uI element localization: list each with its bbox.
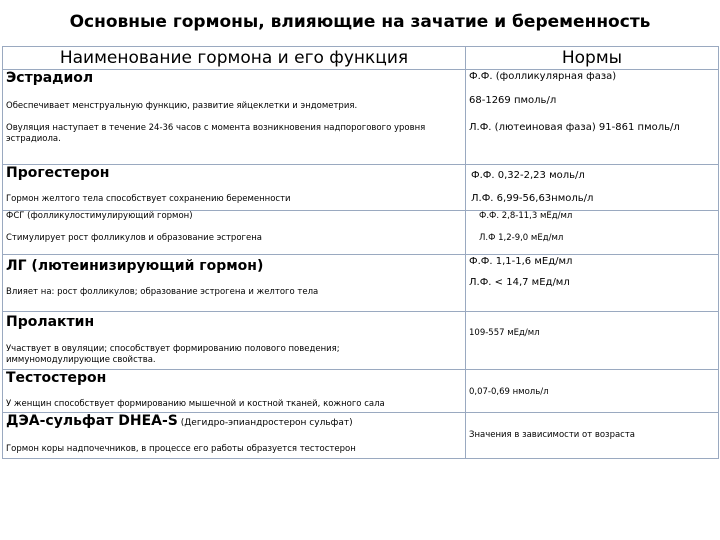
hormone-name: Тестостерон <box>6 370 107 386</box>
hormone-description: Гормон коры надпочечников, в процессе его работы образуется тестостерон <box>6 444 356 454</box>
norm-cell <box>466 370 719 413</box>
hormone-name: ФСГ (фолликулостимулирующий гормон) <box>6 211 193 221</box>
table-row <box>3 370 719 413</box>
hormone-name-main: ДЭА-сульфат DHEA-S <box>6 413 178 429</box>
norm-cell <box>466 211 719 255</box>
hormone-name: Пролактин <box>6 314 95 330</box>
norm-value: Значения в зависимости от возраста <box>469 430 636 440</box>
hormone-name: Прогестерон <box>6 165 110 181</box>
hormone-description: Стимулирует рост фолликулов и образование эстрогена <box>6 233 262 243</box>
header-hormone: Наименование гормона и его функция <box>3 47 466 70</box>
norm-cell <box>466 255 719 312</box>
norm-value: 68-1269 пмоль/л <box>469 95 557 106</box>
norm-value: 109-557 мЕд/мл <box>469 328 540 338</box>
hormone-cell <box>3 165 466 211</box>
hormone-name-sub: (Дегидро-эпиандростерон сульфат) <box>177 418 353 428</box>
hormone-cell <box>3 255 466 312</box>
hormone-cell <box>3 312 466 370</box>
hormones-table <box>2 46 719 459</box>
page-title: Основные гормоны, влияющие на зачатие и беременность <box>69 12 651 32</box>
hormone-cell <box>3 211 466 255</box>
hormone-description: Влияет на: рост фолликулов; образование эстрогена и желтого тела <box>6 287 319 297</box>
hormone-cell <box>3 370 466 413</box>
norm-cell <box>466 165 719 211</box>
hormone-name: Эстрадиол <box>6 70 94 86</box>
norm-cell <box>466 312 719 370</box>
norm-value: Л.Ф 1,2-9,0 мЕд/мл <box>479 233 564 243</box>
hormone-description: Участвует в овуляции; способствует формированию полового поведения; иммуномодулирующие свойства. <box>6 344 340 365</box>
hormone-name: ЛГ (лютеинизирующий гормон) <box>6 258 264 274</box>
norm-cell <box>466 70 719 165</box>
norm-cell <box>466 413 719 459</box>
hormone-description: Овуляция наступает в течение 24-36 часов с момента возникновения надпорогового уровня эстрадиола. <box>6 123 426 144</box>
table-row <box>3 413 719 459</box>
norm-value: Ф.Ф. 1,1-1,6 мЕд/мл <box>469 256 573 267</box>
norm-value: Ф.Ф. 0,32-2,23 моль/л <box>471 170 585 181</box>
norm-value: Л.Ф. < 14,7 мЕд/мл <box>469 277 570 288</box>
header-norms: Нормы <box>466 47 719 70</box>
hormone-description: Обеспечивает менструальную функцию, развитие яйцеклетки и эндометрия. <box>6 101 358 111</box>
table-row <box>3 165 719 211</box>
hormone-description: У женщин способствует формированию мышечной и костной тканей, кожного сала <box>6 399 385 409</box>
norm-value: Л.Ф. (лютеиновая фаза) 91-861 пмоль/л <box>469 122 680 133</box>
hormone-name <box>6 413 462 432</box>
table-row <box>3 211 719 255</box>
table-row <box>3 70 719 165</box>
hormone-cell <box>3 70 466 165</box>
hormone-description: Гормон желтого тела способствует сохранению беременности <box>6 194 291 204</box>
table-header-row <box>3 47 719 70</box>
norm-value: Л.Ф. 6,99-56,63нмоль/л <box>471 193 594 204</box>
table-row <box>3 312 719 370</box>
table-row <box>3 255 719 312</box>
hormone-cell <box>3 413 466 459</box>
norm-value: 0,07-0,69 нмоль/л <box>469 387 549 397</box>
norm-value: Ф.Ф. (фолликулярная фаза) <box>469 71 617 82</box>
norm-value: Ф.Ф. 2,8-11,3 мЕд/мл <box>479 211 573 221</box>
